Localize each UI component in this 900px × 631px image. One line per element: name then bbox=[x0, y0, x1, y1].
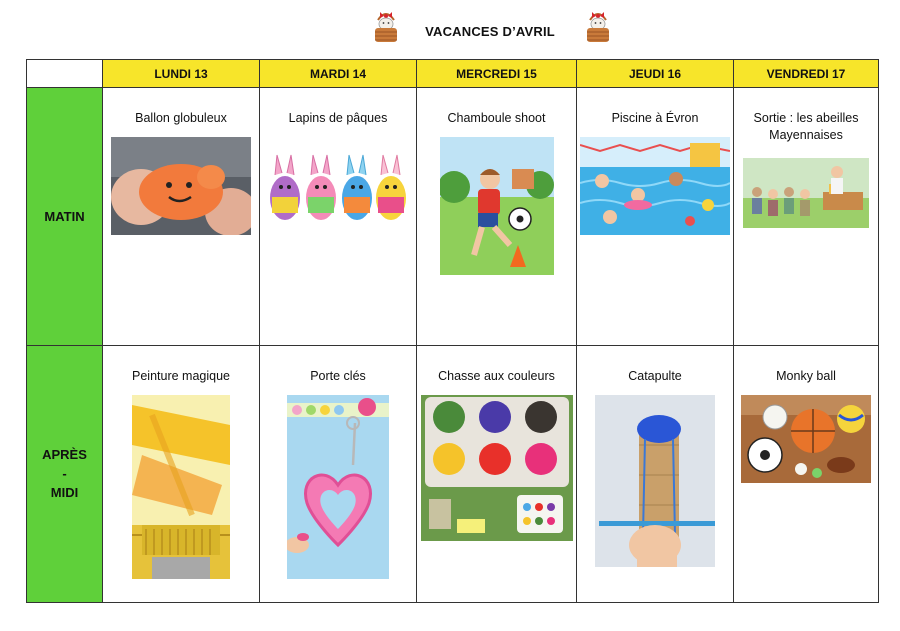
activity-title: Piscine à Évron bbox=[611, 111, 699, 126]
pink-heart-keychain-photo bbox=[287, 395, 389, 579]
activity-title: Porte clés bbox=[310, 368, 366, 383]
page-header bbox=[0, 0, 900, 56]
period-label-afternoon-line2: - bbox=[62, 466, 67, 482]
kids-swimming-pool-illustration bbox=[580, 137, 730, 235]
period-label-afternoon-line3: MIDI bbox=[50, 485, 79, 501]
boy-kicking-ball-illustration bbox=[440, 137, 554, 275]
activity-title: Monky ball bbox=[776, 368, 836, 383]
activity-title: Chasse aux couleurs bbox=[438, 368, 555, 383]
activity-cell bbox=[417, 345, 577, 602]
activity-cell bbox=[577, 345, 734, 602]
period-label-morning: MATIN bbox=[27, 88, 103, 345]
corner-cell bbox=[27, 60, 103, 88]
day-header-friday: VENDREDI 17 bbox=[734, 60, 879, 88]
activity-cell bbox=[103, 88, 260, 345]
orange-balloon-face-photo bbox=[111, 137, 251, 235]
morning-row bbox=[27, 88, 879, 345]
activity-schedule-table bbox=[26, 59, 879, 603]
afternoon-row bbox=[27, 345, 879, 602]
activity-cell bbox=[734, 88, 879, 345]
day-header-wednesday: MERCREDI 15 bbox=[417, 60, 577, 88]
activity-cell bbox=[260, 345, 417, 602]
activity-cell bbox=[577, 88, 734, 345]
activity-cell bbox=[734, 345, 879, 602]
activity-cell bbox=[260, 88, 417, 345]
cardboard-catapult-photo bbox=[595, 395, 715, 567]
day-header-monday: LUNDI 13 bbox=[103, 60, 260, 88]
day-header-row bbox=[27, 60, 879, 88]
activity-title: Peinture magique bbox=[132, 368, 230, 383]
egg-carton-colors-photo bbox=[421, 395, 573, 541]
sports-balls-photo bbox=[741, 395, 871, 483]
day-header-tuesday: MARDI 14 bbox=[260, 60, 417, 88]
period-label-afternoon-line1: APRÈS bbox=[42, 447, 87, 463]
day-header-thursday: JEUDI 16 bbox=[577, 60, 734, 88]
period-label-afternoon bbox=[27, 345, 103, 602]
activity-title: Chamboule shoot bbox=[447, 111, 546, 126]
easter-basket-icon bbox=[370, 6, 402, 46]
easter-bunny-crafts-photo bbox=[267, 153, 409, 225]
beekeeper-visit-illustration bbox=[743, 158, 869, 228]
activity-cell bbox=[103, 345, 260, 602]
activity-cell bbox=[417, 88, 577, 345]
activity-title: Sortie : les abeilles Mayennaises bbox=[753, 111, 859, 143]
page-title: VACANCES D’AVRIL bbox=[425, 24, 555, 39]
yellow-paint-brush-photo bbox=[132, 395, 230, 579]
easter-basket-icon bbox=[582, 6, 614, 46]
activity-title: Catapulte bbox=[628, 368, 682, 383]
activity-title: Lapins de pâques bbox=[288, 111, 388, 126]
activity-title: Ballon globuleux bbox=[135, 111, 227, 126]
